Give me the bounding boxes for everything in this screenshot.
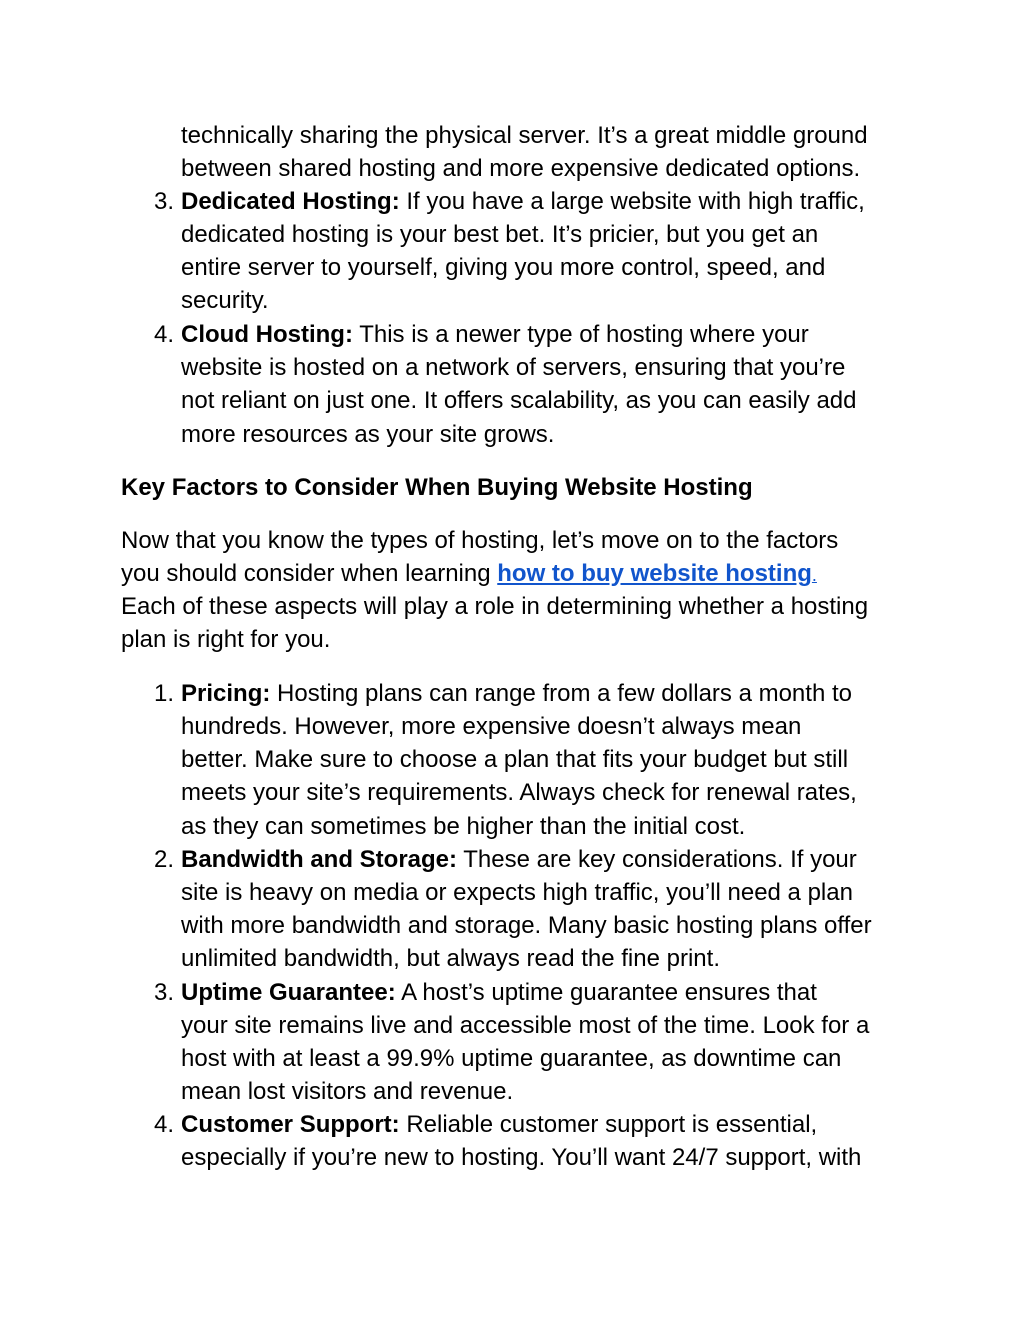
- list-item-line: as they can sometimes be higher than the initial cost.: [181, 813, 746, 840]
- list-continuation-line: technically sharing the physical server. It’s a great middle ground: [181, 122, 868, 149]
- paragraph-line: Each of these aspects will play a role in determining whether a hosting: [121, 593, 869, 620]
- list-item-text: This is a newer type of hosting where your: [352, 321, 809, 348]
- list-item-line: mean lost visitors and revenue.: [181, 1078, 514, 1105]
- list-item-line: security.: [181, 287, 269, 314]
- list-item-uptime-guarantee: [181, 976, 817, 1009]
- list-number: 4.: [153, 1111, 174, 1138]
- list-item-text: Reliable customer support is essential,: [399, 1111, 818, 1138]
- list-item-line: especially if you’re new to hosting. You’ll want 24/7 support, with: [181, 1144, 862, 1171]
- list-item-dedicated-hosting: [181, 185, 865, 218]
- list-item-text: Hosting plans can range from a few dollars a month to: [270, 680, 852, 707]
- paragraph-line: plan is right for you.: [121, 626, 331, 653]
- list-item-line: with more bandwidth and storage. Many basic hosting plans offer: [181, 912, 872, 939]
- paragraph-line-with-link: [121, 557, 817, 590]
- list-item-line: hundreds. However, more expensive doesn’t always mean: [181, 713, 802, 740]
- list-item-term: Uptime Guarantee:: [181, 979, 396, 1006]
- list-item-line: better. Make sure to choose a plan that fits your budget but still: [181, 746, 849, 773]
- paragraph-text: you should consider when learning: [121, 560, 498, 587]
- list-item-line: more resources as your site grows.: [181, 421, 555, 448]
- list-item-cloud-hosting: [181, 318, 809, 351]
- paragraph-line: Now that you know the types of hosting, let’s move on to the factors: [121, 527, 839, 554]
- list-item-line: not reliant on just one. It offers scalability, as you can easily add: [181, 387, 857, 414]
- list-number: 4.: [153, 321, 174, 348]
- list-item-line: unlimited bandwidth, but always read the fine print.: [181, 945, 720, 972]
- list-item-bandwidth-storage: [181, 843, 857, 876]
- section-heading: Key Factors to Consider When Buying Website Hosting: [121, 474, 753, 501]
- list-item-line: entire server to yourself, giving you more control, speed, and: [181, 254, 826, 281]
- list-item-line: website is hosted on a network of servers, ensuring that you’re: [181, 354, 846, 381]
- list-item-customer-support: [181, 1108, 817, 1141]
- list-item-line: your site remains live and accessible most of the time. Look for a: [181, 1012, 870, 1039]
- how-to-buy-website-hosting-link[interactable]: how to buy website hosting: [497, 560, 812, 587]
- list-continuation-line: between shared hosting and more expensive dedicated options.: [181, 155, 861, 182]
- link-trailing-period[interactable]: .: [811, 565, 817, 585]
- list-item-term: Dedicated Hosting:: [181, 188, 400, 215]
- list-number: 3.: [153, 979, 174, 1006]
- list-item-pricing: [181, 677, 852, 710]
- list-item-line: meets your site’s requirements. Always check for renewal rates,: [181, 779, 857, 806]
- list-item-term: Customer Support:: [181, 1111, 400, 1138]
- list-item-text: If you have a large website with high traffic,: [399, 188, 865, 215]
- list-number: 3.: [153, 188, 174, 215]
- list-item-text: A host’s uptime guarantee ensures that: [395, 979, 817, 1006]
- list-item-line: site is heavy on media or expects high traffic, you’ll need a plan: [181, 879, 853, 906]
- list-item-text: These are key considerations. If your: [457, 846, 857, 873]
- list-item-term: Bandwidth and Storage:: [181, 846, 457, 873]
- list-item-term: Cloud Hosting:: [181, 321, 353, 348]
- list-item-line: host with at least a 99.9% uptime guarantee, as downtime can: [181, 1045, 842, 1072]
- list-number: 1.: [153, 680, 174, 707]
- list-item-term: Pricing:: [181, 680, 271, 707]
- list-item-line: dedicated hosting is your best bet. It’s pricier, but you get an: [181, 221, 819, 248]
- list-number: 2.: [153, 846, 174, 873]
